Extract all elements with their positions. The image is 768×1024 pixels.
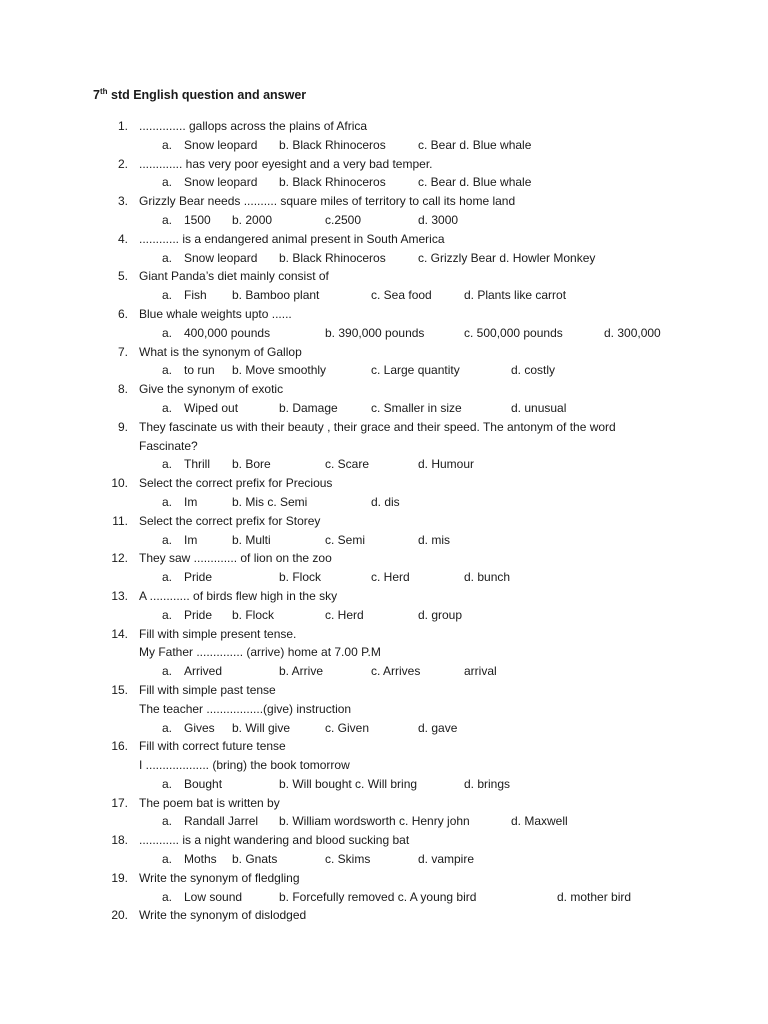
question-number: 16. <box>111 739 128 754</box>
question-text: Write the synonym of dislodged <box>139 908 307 923</box>
option-text: c. Sea food <box>371 288 432 303</box>
answer-option <box>232 361 326 380</box>
question-text: Fill with simple present tense. <box>139 626 297 641</box>
answer-options <box>0 286 768 305</box>
option-text: Low sound <box>184 889 243 904</box>
question-text: Fascinate? <box>139 438 198 453</box>
option-text: to run <box>184 363 215 378</box>
answer-options <box>0 399 768 418</box>
question-item <box>0 418 768 474</box>
question-text: The poem bat is written by <box>139 795 280 810</box>
answer-option <box>371 286 432 305</box>
question-number: 11. <box>112 513 128 528</box>
answer-option <box>162 361 215 380</box>
option-text: b. William wordsworth c. Henry john <box>279 814 470 829</box>
answer-option <box>279 662 323 681</box>
option-letter: a. <box>162 137 173 152</box>
title-main: 7 <box>93 88 100 102</box>
answer-option <box>325 211 361 230</box>
answer-option <box>162 211 211 230</box>
option-letter: a. <box>162 720 173 735</box>
question-number: 1. <box>117 119 128 133</box>
option-text: arrival <box>464 664 497 679</box>
option-text: c. Herd <box>325 607 364 622</box>
option-text: b. Damage <box>279 400 338 415</box>
option-text: b. Move smoothly <box>232 363 327 378</box>
answer-option <box>232 606 274 625</box>
answer-option <box>162 606 212 625</box>
option-text: c. Given <box>325 720 370 735</box>
question-text: Give the synonym of exotic <box>139 382 284 397</box>
question-item <box>0 794 768 832</box>
answer-option <box>418 606 462 625</box>
question-text: They saw ............. of lion on the zoo <box>139 551 332 566</box>
answer-option <box>162 493 197 512</box>
answer-options <box>0 173 768 192</box>
answer-option <box>162 850 217 869</box>
question-number: 10. <box>111 476 128 491</box>
option-text: Pride <box>184 570 213 585</box>
option-letter: a. <box>162 814 173 829</box>
option-text: b. Arrive <box>279 664 324 679</box>
answer-options <box>0 606 768 625</box>
question-text: They fascinate us with their beauty , their grace and their speed. The antonym of the word <box>139 419 616 434</box>
option-text: Randall Jarrel <box>184 814 259 829</box>
option-letter: a. <box>162 363 173 378</box>
option-text: d. vampire <box>418 852 475 867</box>
answer-option <box>325 850 370 869</box>
answer-option <box>604 324 661 343</box>
question-item <box>0 831 768 869</box>
answer-option <box>162 662 222 681</box>
option-text: b. Bore <box>232 457 271 472</box>
question-number: 4. <box>117 231 128 246</box>
question-number: 18. <box>111 833 128 848</box>
option-text: d. 300,000 <box>604 325 661 340</box>
option-text: Thrill <box>184 457 210 472</box>
answer-option <box>279 888 476 907</box>
answer-options <box>0 455 768 474</box>
option-text: c. Semi <box>325 532 366 547</box>
question-text: ............ is a night wandering and blood sucking bat <box>139 833 410 848</box>
option-text: b. Bamboo plant <box>232 288 320 303</box>
answer-option <box>464 662 497 681</box>
question-number: 2. <box>117 156 128 171</box>
question-text: Select the correct prefix for Storey <box>139 513 321 528</box>
answer-option <box>418 850 474 869</box>
answer-option <box>162 455 210 474</box>
answer-option <box>511 361 555 380</box>
question-item <box>0 343 768 381</box>
question-item <box>0 192 768 230</box>
option-text: d. group <box>418 607 463 622</box>
option-letter: a. <box>162 288 173 303</box>
option-text: c. Grizzly Bear d. Howler Monkey <box>418 250 596 265</box>
answer-option <box>418 249 595 268</box>
option-letter: a. <box>162 570 173 585</box>
option-text: Arrived <box>184 664 223 679</box>
question-item <box>0 267 768 305</box>
answer-options <box>0 249 768 268</box>
option-text: b. Flock <box>232 607 275 622</box>
question-text: Select the correct prefix for Precious <box>139 476 333 491</box>
question-item <box>0 305 768 343</box>
option-text: d. brings <box>464 776 511 791</box>
answer-option <box>325 531 365 550</box>
option-text: d. Humour <box>418 457 475 472</box>
answer-option <box>279 249 386 268</box>
question-item <box>0 380 768 418</box>
question-text: What is the synonym of Gallop <box>139 344 302 359</box>
option-text: c. Skims <box>325 852 371 867</box>
question-number: 12. <box>111 551 128 566</box>
option-text: b. Flock <box>279 570 322 585</box>
answer-options <box>0 775 768 794</box>
option-text: Moths <box>184 852 217 867</box>
option-text: Snow leopard <box>184 175 258 190</box>
answer-option <box>232 286 319 305</box>
question-number: 19. <box>111 870 128 885</box>
answer-option <box>464 286 566 305</box>
option-text: Gives <box>184 720 215 735</box>
question-text: My Father .............. (arrive) home at 7.00 P.M <box>139 645 381 660</box>
answer-option <box>162 531 197 550</box>
question-item <box>0 587 768 625</box>
question-text: ............. has very poor eyesight and a very bad temper. <box>139 156 433 171</box>
question-text: Write the synonym of fledgling <box>139 870 300 885</box>
answer-option <box>162 173 257 192</box>
answer-option <box>279 775 417 794</box>
answer-option <box>325 606 364 625</box>
answer-option <box>371 568 410 587</box>
question-text: A ............ of birds flew high in the sky <box>139 588 338 603</box>
answer-option <box>232 493 307 512</box>
question-number: 9. <box>117 419 128 434</box>
question-number: 17. <box>111 795 128 810</box>
question-number: 6. <box>117 306 128 321</box>
option-letter: a. <box>162 400 173 415</box>
option-letter: a. <box>162 494 173 509</box>
answer-option <box>162 324 270 343</box>
option-letter: a. <box>162 457 173 472</box>
option-letter: a. <box>162 250 173 265</box>
option-text: d. unusual <box>511 400 567 415</box>
option-text: Snow leopard <box>184 137 258 152</box>
option-text: c. 500,000 pounds <box>464 325 563 340</box>
answer-option <box>279 812 470 831</box>
answer-options <box>0 812 768 831</box>
option-text: d. dis <box>371 494 400 509</box>
answer-option <box>371 361 460 380</box>
answer-option <box>162 888 242 907</box>
question-text: ............ is a endangered animal present in South America <box>139 231 445 246</box>
option-letter: a. <box>162 852 173 867</box>
answer-option <box>162 775 222 794</box>
option-text: c. Arrives <box>371 664 421 679</box>
option-text: c. Large quantity <box>371 363 460 378</box>
option-text: d. mis <box>418 532 451 547</box>
option-text: c. Herd <box>371 570 410 585</box>
option-text: Im <box>184 494 198 509</box>
title-rest: std English question and answer <box>107 88 307 102</box>
question-item <box>0 549 768 587</box>
answer-option <box>232 455 271 474</box>
question-item <box>0 474 768 512</box>
question-item <box>0 512 768 550</box>
answer-options <box>0 531 768 550</box>
question-number: 14. <box>111 626 128 641</box>
question-number: 5. <box>117 269 128 284</box>
answer-option <box>162 812 258 831</box>
option-letter: a. <box>162 175 173 190</box>
answer-options <box>0 568 768 587</box>
answer-option <box>232 719 290 738</box>
answer-options <box>0 850 768 869</box>
question-number: 15. <box>111 682 128 697</box>
option-letter: a. <box>162 889 173 904</box>
question-number: 13. <box>111 588 128 603</box>
question-item <box>0 681 768 737</box>
option-text: Wiped out <box>184 400 239 415</box>
option-letter: a. <box>162 212 173 227</box>
answer-option <box>162 136 257 155</box>
answer-options <box>0 493 768 512</box>
answer-option <box>464 775 510 794</box>
answer-option <box>279 136 386 155</box>
option-text: d. bunch <box>464 570 511 585</box>
answer-option <box>464 324 563 343</box>
option-text: b. Black Rhinoceros <box>279 250 386 265</box>
question-text: Fill with simple past tense <box>139 682 276 697</box>
option-text: Bought <box>184 776 223 791</box>
answer-option <box>325 455 369 474</box>
answer-options <box>0 136 768 155</box>
option-text: b. Multi <box>232 532 271 547</box>
question-text: Giant Panda’s diet mainly consist of <box>139 269 329 284</box>
answer-option <box>162 568 212 587</box>
answer-option <box>162 249 257 268</box>
answer-option <box>371 399 462 418</box>
option-text: Snow leopard <box>184 250 258 265</box>
option-text: d. mother bird <box>557 889 632 904</box>
answer-option <box>162 286 207 305</box>
option-text: Fish <box>184 288 207 303</box>
option-text: b. 390,000 pounds <box>325 325 425 340</box>
answer-option <box>232 211 272 230</box>
answer-options <box>0 719 768 738</box>
answer-options <box>0 324 768 343</box>
answer-option <box>371 493 400 512</box>
question-list <box>0 117 768 925</box>
question-item <box>0 230 768 268</box>
option-letter: a. <box>162 532 173 547</box>
answer-option <box>162 399 238 418</box>
page-title <box>93 86 306 105</box>
answer-option <box>557 888 631 907</box>
option-text: d. costly <box>511 363 556 378</box>
question-item <box>0 906 768 925</box>
answer-option <box>511 399 566 418</box>
option-text: 400,000 pounds <box>184 325 271 340</box>
option-text: c. Smaller in size <box>371 400 462 415</box>
option-text: b. Forcefully removed c. A young bird <box>279 889 477 904</box>
question-number: 8. <box>117 382 128 397</box>
option-text: d. Plants like carrot <box>464 288 567 303</box>
option-text: b. Black Rhinoceros <box>279 137 386 152</box>
answer-options <box>0 211 768 230</box>
option-text: Im <box>184 532 198 547</box>
question-number: 7. <box>117 344 128 359</box>
answer-option <box>418 531 450 550</box>
option-text: b. Mis c. Semi <box>232 494 308 509</box>
answer-options <box>0 888 768 907</box>
title-superscript: th <box>99 86 108 96</box>
answer-option <box>511 812 568 831</box>
answer-option <box>279 399 338 418</box>
option-text: Pride <box>184 607 213 622</box>
option-text: d. Maxwell <box>511 814 568 829</box>
question-number: 3. <box>117 194 128 209</box>
option-letter: a. <box>162 607 173 622</box>
answer-option <box>464 568 510 587</box>
answer-option <box>162 719 215 738</box>
option-text: b. Will bought c. Will bring <box>279 776 418 791</box>
answer-option <box>232 531 271 550</box>
question-number: 20. <box>111 908 128 923</box>
option-text: c. Bear d. Blue whale <box>418 175 532 190</box>
question-text: Blue whale weights upto ...... <box>139 306 292 321</box>
option-text: b. Gnats <box>232 852 278 867</box>
question-item <box>0 625 768 681</box>
answer-option <box>418 719 457 738</box>
answer-option <box>279 568 321 587</box>
answer-option <box>279 173 386 192</box>
option-text: c. Bear d. Blue whale <box>418 137 532 152</box>
question-item <box>0 869 768 907</box>
question-text: .............. gallops across the plains of Africa <box>139 119 368 133</box>
option-letter: a. <box>162 664 173 679</box>
option-letter: a. <box>162 776 173 791</box>
option-text: d. 3000 <box>418 212 459 227</box>
question-text: Fill with correct future tense <box>139 739 286 754</box>
question-text: Grizzly Bear needs .......... square miles of territory to call its home land <box>139 194 516 209</box>
answer-options <box>0 662 768 681</box>
answer-option <box>418 455 474 474</box>
option-text: b. Will give <box>232 720 291 735</box>
option-text: b. Black Rhinoceros <box>279 175 386 190</box>
answer-option <box>418 173 531 192</box>
option-text: c.2500 <box>325 212 362 227</box>
answer-option <box>371 662 420 681</box>
question-item <box>0 155 768 193</box>
option-text: d. gave <box>418 720 458 735</box>
option-text: 1500 <box>184 212 211 227</box>
question-text: I ................... (bring) the book tomorrow <box>139 758 350 773</box>
question-text: The teacher .................(give) instruction <box>139 701 352 716</box>
answer-options <box>0 361 768 380</box>
option-text: b. 2000 <box>232 212 273 227</box>
answer-option <box>418 136 531 155</box>
question-item <box>0 737 768 793</box>
answer-option <box>325 324 424 343</box>
option-text: c. Scare <box>325 457 370 472</box>
option-letter: a. <box>162 325 173 340</box>
answer-option <box>418 211 458 230</box>
answer-option <box>325 719 369 738</box>
answer-option <box>232 850 277 869</box>
question-item <box>0 117 768 155</box>
